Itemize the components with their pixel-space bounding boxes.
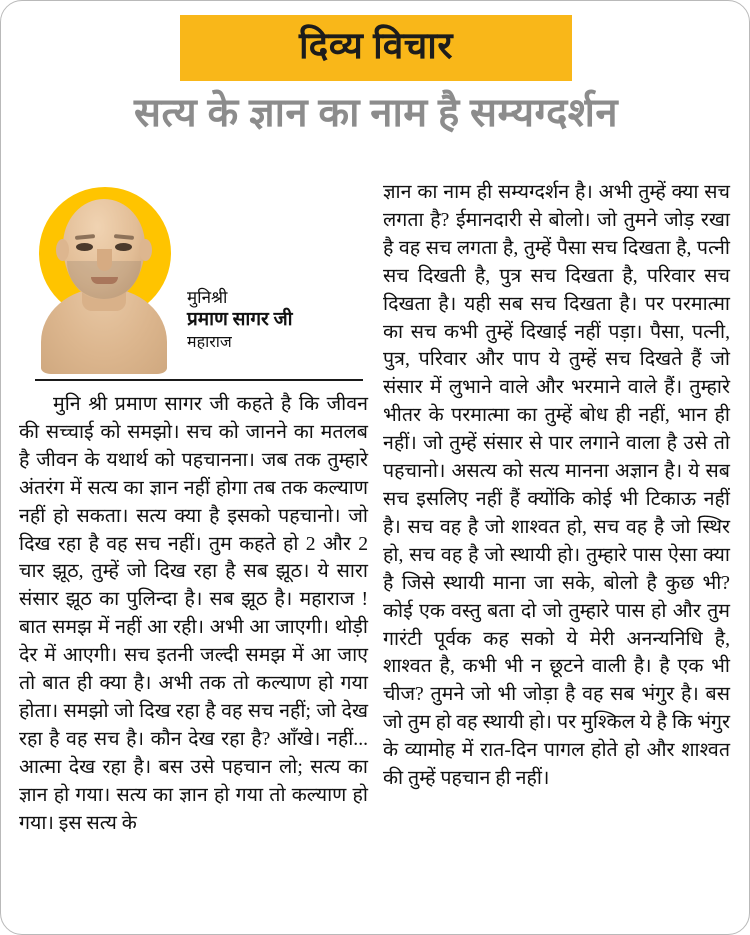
right-column xyxy=(383,179,733,909)
masthead-title: दिव्य विचार xyxy=(299,26,453,67)
portrait-eye-right xyxy=(115,243,132,251)
article-columns xyxy=(19,179,733,909)
left-column xyxy=(19,179,367,909)
article-body-right: ज्ञान का नाम ही सम्यग्दर्शन है। अभी तुम्हें क्या सच लगता है? ईमानदारी से बोलो। जो तुमने जोड़ रखा है वह सच लगता है, तुम्हें पैसा सच दिखता है, पत्नी सच दिखती है, पुत्र सच दिखता है, परिवार सच दिखता है। यही सब सच दिखता है। पर परमात्मा का सच कभी तुम्हें दिखाई नहीं पड़ा। पैसा, पत्नी, पुत्र, परिवार और पाप ये तुम्हें सच दिखते हैं जो संसार में लुभाने वाले और भरमाने वाले हैं। तुम्हारे भीतर के परमात्मा का तुम्हें बोध ही नहीं, भान ही नहीं। जो तुम्हें संसार से पार लगाने वाला है उसे तो पहचानो। असत्य को सत्य मानना अज्ञान है। ये सब सच इसलिए नहीं हैं क्योंकि कोई भी टिकाऊ नहीं है। सच वह है जो शाश्वत हो, सच वह है जो स्थिर हो, सच वह है जो स्थायी हो। तुम्हारे पास ऐसा क्या है जिसे स्थायी माना जा सके, बोलो है कुछ भी? कोई एक वस्तु बता दो जो तुम्हारे पास हो और तुम गारंटी पूर्वक कह सको ये मेरी अनन्यनिधि है, शाश्वत है, कभी भी न छूटने वाली है। है एक भी चीज? तुमने जो भी जोड़ा है वह सब भंगुर है। बस जो तुम हो वह स्थायी हो। पर मुश्किल ये है कि भंगुर के व्यामोह में रात-दिन पागल होते हो और शाश्वत की तुम्हें पहचान ही नहीं। xyxy=(383,182,730,790)
portrait-nose xyxy=(97,249,112,271)
author-prefix: मुनिश्री xyxy=(187,288,228,307)
masthead-banner xyxy=(180,15,572,81)
author-portrait xyxy=(25,179,185,374)
portrait-ear-left xyxy=(56,239,69,261)
article-body-left: मुनि श्री प्रमाण सागर जी कहते है कि जीवन की सच्चाई को समझो। सच को जानने का मतलब है जीवन के यथार्थ को पहचानना। जब तक तुम्हारे अंतरंग में सत्य का ज्ञान नहीं होगा तब तक कल्याण नहीं हो सकता। सत्य क्या है इसको पहचानो। जो दिख रहा है वह सच नहीं। तुम कहते हो 2 और 2 चार झूठ, तुम्हें जो दिख रहा है सब झूठ। ये सारा संसार झूठ का पुलिन्दा है। सब झूठ है। महाराज ! बात समझ में नहीं आ रही। अभी आ जाएगी। थोड़ी देर में आएगी। सच इतनी जल्दी समझ में आ जाए तो बात ही क्या है। अभी तक तो कल्याण हो गया होता। समझो जो दिख रहा है वह सच नहीं; जो देख रहा है वह सच है। कौन देख रहा है? आँखे। नहीं... आत्मा देख रहा है। बस उसे पहचान लो; सत्य का ज्ञान हो गया। सत्य का ज्ञान हो गया तो कल्याण हो गया। इस सत्य के xyxy=(19,394,368,834)
portrait-eye-left xyxy=(76,243,93,251)
author-name: प्रमाण सागर जी xyxy=(187,309,293,331)
portrait-mouth xyxy=(91,277,118,284)
author-block xyxy=(19,179,367,379)
author-suffix: महाराज xyxy=(187,333,232,351)
article-headline: सत्य के ज्ञान का नाम है सम्यग्दर्शन xyxy=(134,90,618,135)
masthead xyxy=(1,15,750,81)
portrait-ear-right xyxy=(139,239,152,261)
author-byline xyxy=(187,287,363,353)
byline-divider xyxy=(35,379,363,381)
